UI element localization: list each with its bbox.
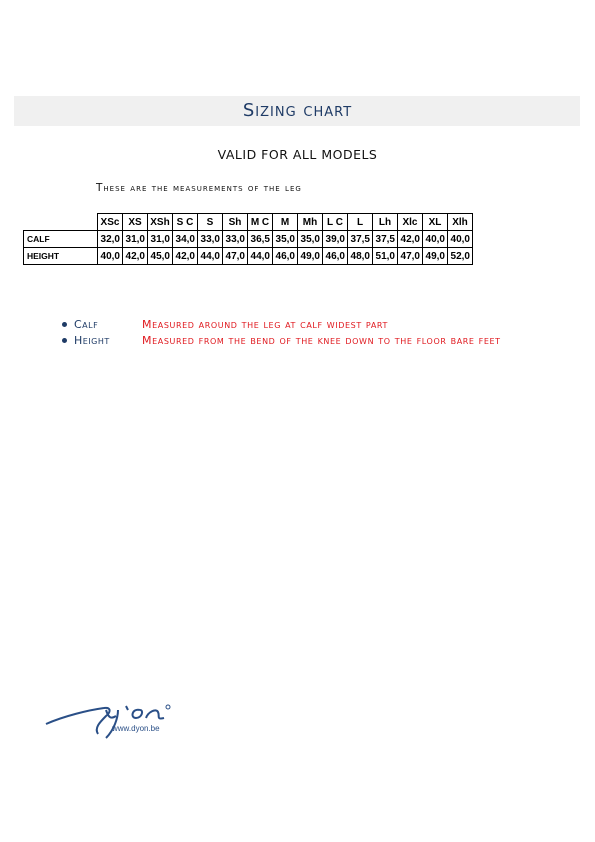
value-cell: 37,5 [373,231,398,248]
logo-mark-icon [44,696,179,741]
bullet-icon [62,338,67,343]
value-cell: 44,0 [248,248,273,265]
legend-description: Measured from the bend of the knee down to the floor bare feet [142,333,501,347]
row-label: HEIGHT [24,248,98,265]
value-cell: 49,0 [298,248,323,265]
legend [62,316,501,348]
value-cell: 49,0 [423,248,448,265]
header-cell: Mh [298,214,323,231]
value-cell: 44,0 [198,248,223,265]
value-cell: 35,0 [273,231,298,248]
header-cell: M C [248,214,273,231]
value-cell: 42,0 [398,231,423,248]
value-cell: 36,5 [248,231,273,248]
legend-term: Calf [74,317,99,331]
header-cell: Xlc [398,214,423,231]
bullet-icon [62,322,67,327]
header-cell: L C [323,214,348,231]
header-cell: S [198,214,223,231]
value-cell: 40,0 [98,248,123,265]
header-cell: XL [423,214,448,231]
header-row [24,214,473,231]
value-cell: 48,0 [348,248,373,265]
header-cell: S C [173,214,198,231]
sizing-table [23,213,473,265]
legend-item-calf [62,316,501,332]
logo-url: www.dyon.be [112,724,160,733]
header-cell: L [348,214,373,231]
value-cell: 32,0 [98,231,123,248]
value-cell: 40,0 [423,231,448,248]
header-cell: Sh [223,214,248,231]
table-row-calf [24,231,473,248]
value-cell: 52,0 [448,248,473,265]
header-cell: XS [123,214,148,231]
value-cell: 46,0 [323,248,348,265]
value-cell: 42,0 [123,248,148,265]
brand-logo [44,696,179,741]
corner-cell [24,214,98,231]
value-cell: 37,5 [348,231,373,248]
value-cell: 47,0 [223,248,248,265]
value-cell: 35,0 [298,231,323,248]
page-subtitle: VALID FOR ALL MODELS [217,147,378,162]
table-row-height [24,248,473,265]
row-label: CALF [24,231,98,248]
value-cell: 33,0 [198,231,223,248]
value-cell: 33,0 [223,231,248,248]
value-cell: 47,0 [398,248,423,265]
header-cell: XSc [98,214,123,231]
value-cell: 45,0 [148,248,173,265]
value-cell: 39,0 [323,231,348,248]
header-cell: Xlh [448,214,473,231]
value-cell: 34,0 [173,231,198,248]
value-cell: 31,0 [148,231,173,248]
legend-description: Measured around the leg at calf widest part [142,317,388,331]
value-cell: 42,0 [173,248,198,265]
value-cell: 46,0 [273,248,298,265]
legend-term: Height [74,333,110,347]
legend-item-height [62,332,501,348]
value-cell: 31,0 [123,231,148,248]
value-cell: 40,0 [448,231,473,248]
header-cell: M [273,214,298,231]
page-title: Sizing chart [242,100,353,121]
header-cell: XSh [148,214,173,231]
header-cell: Lh [373,214,398,231]
value-cell: 51,0 [373,248,398,265]
intro-text: These are the measurements of the leg [96,182,302,194]
